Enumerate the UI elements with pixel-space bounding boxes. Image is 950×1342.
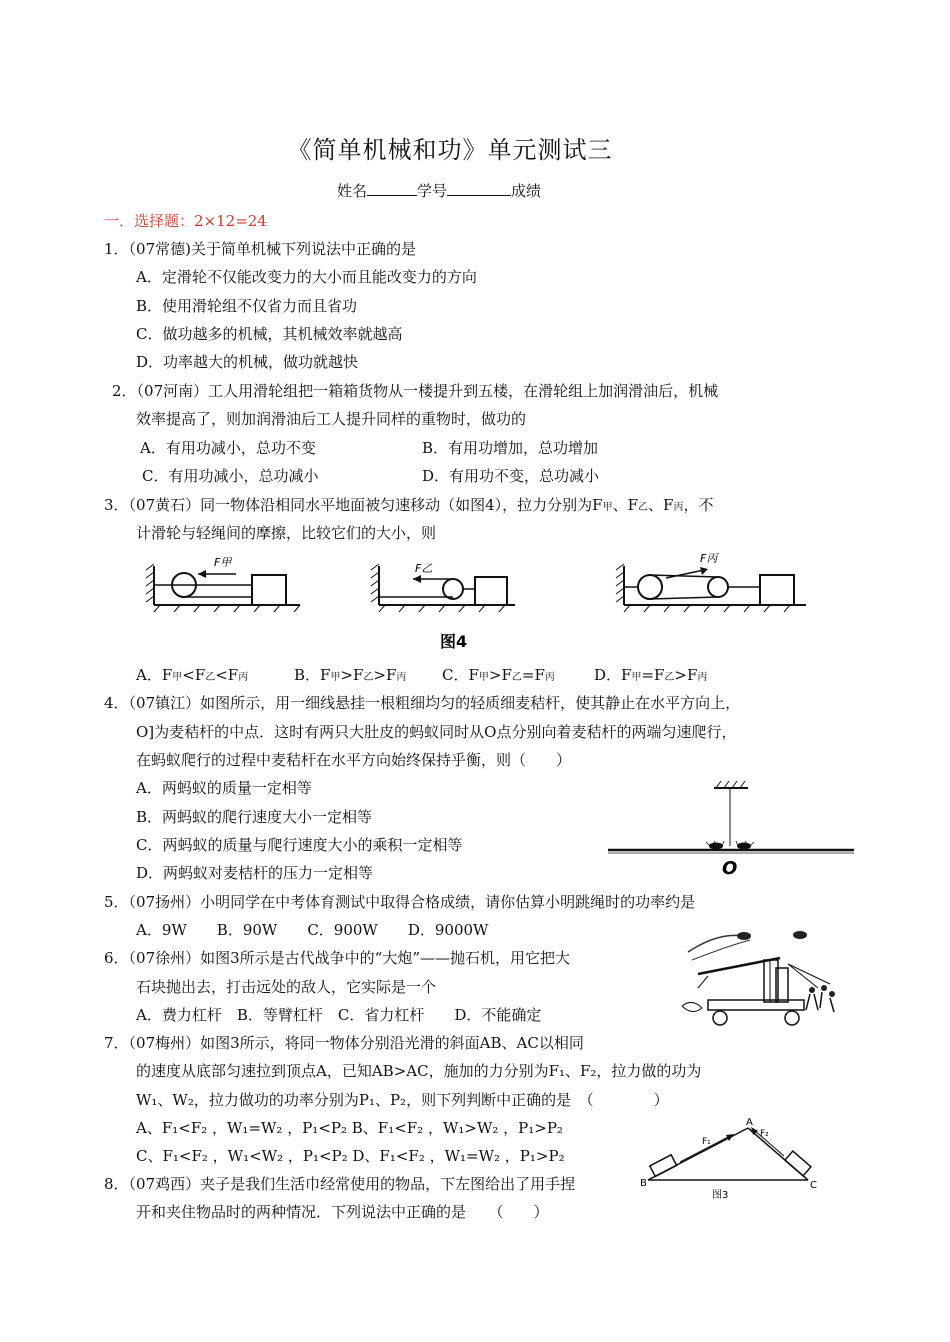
pulley-wheel: [708, 577, 728, 597]
q1-option-d: D．功率越大的机械，做功就越快: [136, 353, 359, 371]
q4-stem-line1: 4．（07镇江）如图所示，用一细线悬挂一根粗细均匀的轻质细麦秸杆，使其静止在水平方向上，: [104, 694, 741, 712]
q4-option-b: B．两蚂蚁的爬行速度大小一定相等: [136, 808, 373, 826]
q8-stem-line2: 开和夹住物品时的两种情况．下列说法中正确的是 （ ）: [136, 1203, 549, 1221]
force-f2-label: F₂: [760, 1129, 769, 1139]
q3-option-d: D．F甲=F乙>F丙: [594, 666, 708, 684]
pulley-setup-1: [146, 556, 300, 612]
pulley-wheel: [638, 575, 662, 599]
pulley-wheel: [443, 579, 463, 599]
section-heading: 一．选择题：2×12=24: [104, 212, 267, 230]
name-label: 姓名: [337, 182, 368, 200]
force-label-1: F甲: [214, 556, 232, 569]
q4-option-d: D．两蚂蚁对麦桔杆的压力一定相等: [136, 864, 374, 882]
q3-stem-line2: 计滑轮与轻绳间的摩擦，比较它们的大小，则: [136, 524, 437, 542]
score-label: 成绩: [511, 182, 542, 200]
q4-option-c: C．两蚂蚁的质量与爬行速度大小的乘积一定相等: [136, 836, 463, 854]
id-blank: [447, 181, 511, 196]
q7-stem-line3: W₁、W₂，拉力做功的功率分别为P₁、P₂，则下列判断中正确的是 （ ）: [136, 1091, 669, 1109]
stone-icon: [737, 932, 751, 940]
vertex-b-label: B: [640, 1178, 647, 1189]
block-on-ab: [650, 1155, 677, 1177]
q4-option-a: A．两蚂蚁的质量一定相等: [136, 779, 312, 797]
block-1: [252, 575, 286, 605]
q3-option-c: C．F甲>F乙=F丙: [442, 666, 555, 684]
figure-4-caption: 图4: [440, 632, 468, 651]
q7-options-line2: C、F₁<F₂ ，W₁<W₂ ，P₁<P₂ D、F₁<F₂ ，W₁=W₂ ，P₁>P₂: [136, 1147, 565, 1165]
name-blank: [367, 181, 417, 196]
block-3: [760, 575, 794, 605]
q1-option-c: C．做功越多的机械，其机械效率就越高: [136, 325, 403, 343]
pulley-setup-2: [371, 562, 515, 612]
q1-option-a: A．定滑轮不仅能改变力的大小而且能改变力的方向: [136, 268, 477, 286]
point-o-label: O: [722, 858, 738, 879]
force-f1-label: F₁: [702, 1137, 711, 1147]
q1-stem: 1．（07常德)关于简单机械下列说法中正确的是: [104, 240, 416, 258]
q5-options: A．9W B．90W C．900W D．9000W: [136, 921, 489, 939]
vertex-a-label: A: [746, 1117, 753, 1128]
q8-stem-line1: 8．（07鸡西）夹子是我们生活巾经常使用的物品，下左图给出了用手捏: [104, 1175, 576, 1193]
figure-4-pulleys: [140, 548, 820, 658]
q6-stem-line1: 6．（07徐州）如图3所示是古代战争中的“大炮”——抛石机，用它把大: [104, 949, 571, 967]
figure-catapult: [668, 924, 840, 1030]
q7-stem-line1: 7．（07梅州）如图3所示，将同一物体分别沿光滑的斜面AB、AC以相同: [104, 1034, 584, 1052]
q2-option-b: B．有用功增加，总功增加: [422, 439, 599, 457]
q3-option-b: B．F甲>F乙>F丙: [294, 666, 407, 684]
figure-straw-ants: [608, 780, 854, 880]
figure-3-incline: [640, 1116, 830, 1200]
pulley-setup-3: [616, 552, 806, 612]
force-label-3: F丙: [700, 552, 718, 565]
q3-stem-line1: 3．（07黄石）同一物体沿相同水平地面被匀速移动（如图4），拉力分别为F甲、F乙、F丙，不: [104, 496, 714, 514]
q2-stem-line2: 效率提高了，则加润滑油后工人提升同样的重物时，做功的: [136, 410, 527, 428]
q2-option-c: C．有用功减小，总功减小: [142, 467, 319, 485]
force-label-2: F乙: [415, 562, 433, 575]
q2-stem-line1: 2．（07河南）工人用滑轮组把一箱箱货物从一楼提升到五楼，在滑轮组上加润滑油后，机械: [112, 382, 719, 400]
q4-stem-line2: O]为麦秸杆的中点．这时有两只大肚皮的蚂蚁同时从O点分别向着麦秸杆的两端匀速爬行，: [136, 723, 737, 741]
student-info-line: [337, 180, 541, 201]
q2-option-a: A．有用功减小，总功不变: [140, 439, 316, 457]
block-2: [475, 577, 507, 605]
figure-3-caption: 图3: [712, 1190, 729, 1200]
q4-stem-line3: 在蚂蚁爬行的过程中麦秸杆在水平方向始终保持乎衡，则（ ）: [136, 751, 572, 769]
id-label: 学号: [417, 182, 448, 200]
stone-icon: [793, 931, 807, 939]
q6-stem-line2: 石块抛出去，打击远处的敌人，它实际是一个: [136, 978, 437, 996]
q5-stem: 5．（07扬州）小明同学在中考体育测试中取得合格成绩，请你估算小明跳绳时的功率约是: [104, 893, 696, 911]
page-title: 《简单机械和功》单元测试三: [287, 136, 613, 164]
q3-option-a: A．F甲<F乙<F丙: [136, 666, 249, 684]
q1-option-b: B．使用滑轮组不仅省力而且省功: [136, 297, 358, 315]
block-on-ac: [785, 1151, 811, 1176]
q7-stem-line2: 的速度从底部匀速拉到顶点A，已知AB>AC，施加的力分别为F₁、F₂，拉力做的功为: [136, 1062, 702, 1080]
vertex-c-label: C: [810, 1180, 817, 1191]
q6-options: A．费力杠杆 B．等臂杠杆 C．省力杠杆 D．不能确定: [136, 1006, 542, 1024]
q7-options-line1: A、F₁<F₂ ，W₁=W₂ ，P₁<P₂ B、F₁<F₂ ，W₁>W₂ ，P₁>P₂: [136, 1119, 563, 1137]
q2-option-d: D．有用功不变，总功减小: [422, 467, 600, 485]
